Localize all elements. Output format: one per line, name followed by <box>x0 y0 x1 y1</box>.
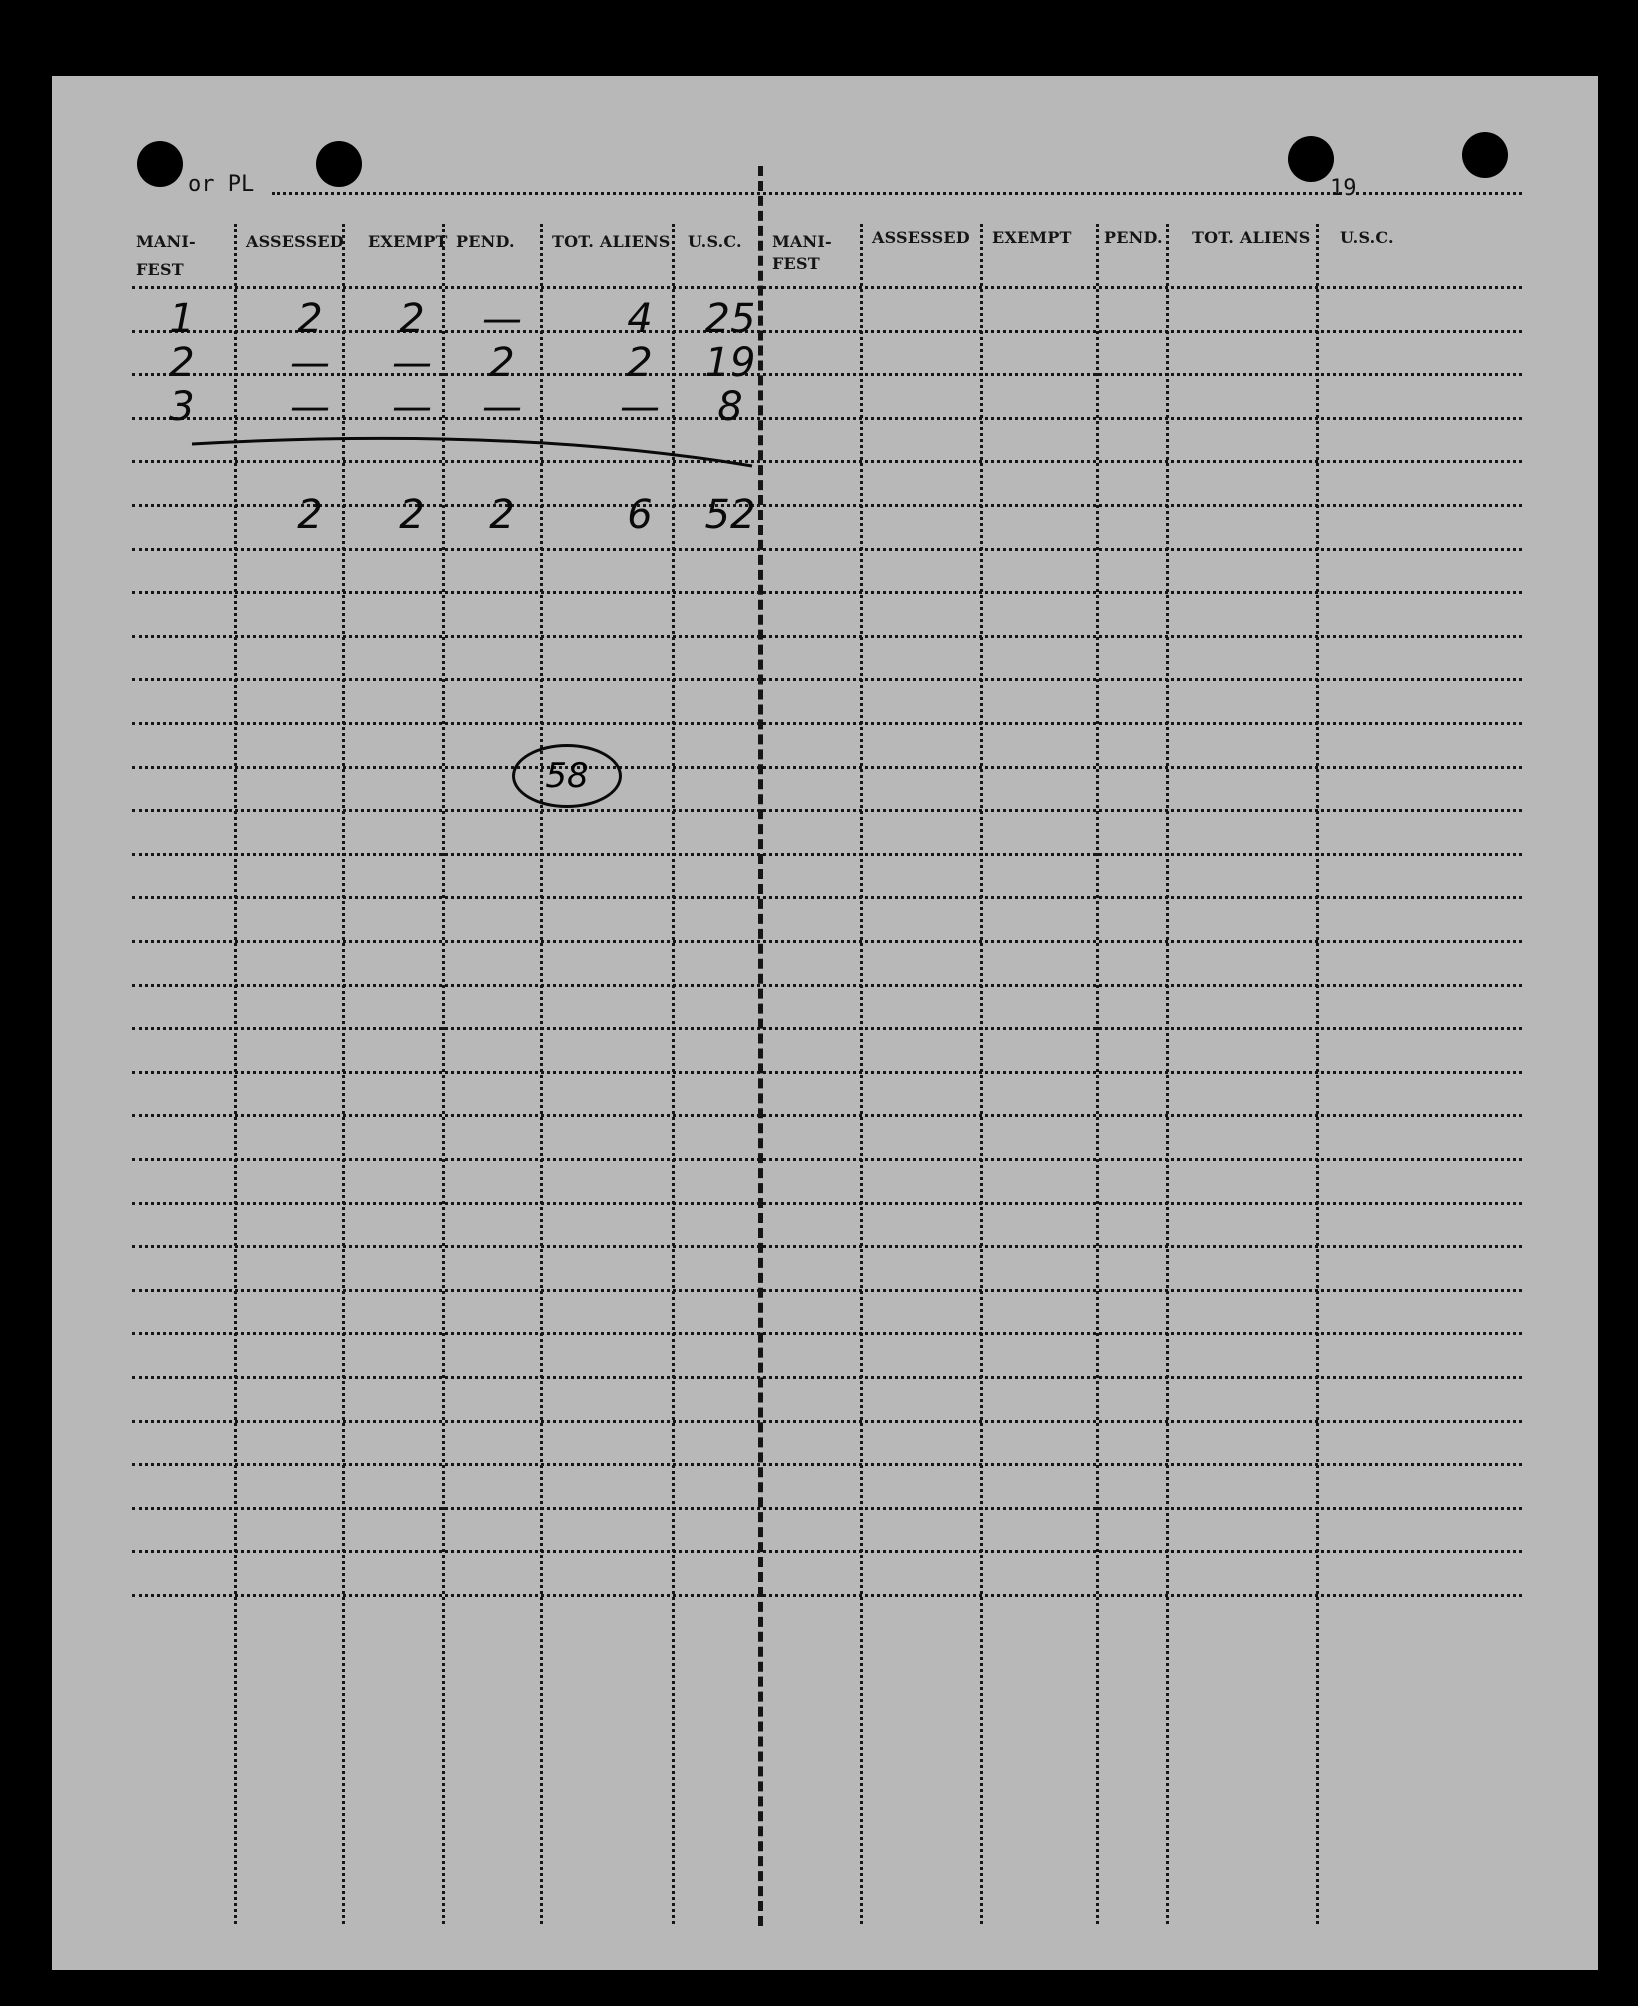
hdr-pend-right: PEND. <box>1104 228 1163 247</box>
hdr-manifest-2: FEST <box>136 260 184 279</box>
year-label: 19 <box>1330 176 1357 201</box>
entry-usc: 19 <box>704 340 756 386</box>
entry-tot-aliens: 2 <box>627 340 653 386</box>
entry-tot-aliens: — <box>620 384 660 430</box>
total-usc: 52 <box>704 492 756 538</box>
entry-tot-aliens: 4 <box>627 296 653 342</box>
entry-assessed: — <box>290 384 330 430</box>
entry-pend: — <box>482 384 522 430</box>
entry-exempt: — <box>392 340 432 386</box>
hdr-manifest: MANI- <box>136 232 196 251</box>
entry-manifest: 2 <box>169 340 195 386</box>
hdr-pend: PEND. <box>456 232 515 251</box>
form-prefix: or PL <box>188 172 255 197</box>
entry-assessed: 2 <box>297 296 323 342</box>
hdr-exempt: EXEMPT <box>368 232 448 251</box>
entry-exempt: 2 <box>399 296 425 342</box>
entry-manifest: 1 <box>169 296 195 342</box>
entry-usc: 8 <box>717 384 743 430</box>
hdr-tot-aliens: TOT. ALIENS <box>552 232 671 251</box>
hdr-manifest-right: MANI- <box>772 232 832 251</box>
hdr-usc-right: U.S.C. <box>1340 228 1394 247</box>
circled-total-value: 58 <box>545 756 589 796</box>
hdr-tot-aliens-right: TOT. ALIENS <box>1192 228 1311 247</box>
form-sheet <box>52 76 1598 1970</box>
hdr-exempt-right: EXEMPT <box>992 228 1072 247</box>
entry-assessed: — <box>290 340 330 386</box>
total-exempt: 2 <box>399 492 425 538</box>
entry-manifest: 3 <box>169 384 195 430</box>
hdr-assessed-right: ASSESSED <box>872 228 970 247</box>
total-assessed: 2 <box>297 492 323 538</box>
entry-pend: — <box>482 296 522 342</box>
hdr-manifest-right-2: FEST <box>772 254 820 273</box>
entry-usc: 25 <box>704 296 756 342</box>
total-pend: 2 <box>489 492 515 538</box>
hdr-assessed: ASSESSED <box>246 232 344 251</box>
entry-exempt: — <box>392 384 432 430</box>
hdr-usc: U.S.C. <box>688 232 742 251</box>
total-underline <box>52 76 1598 1970</box>
entry-pend: 2 <box>489 340 515 386</box>
total-tot-aliens: 6 <box>627 492 653 538</box>
circled-total <box>512 744 622 808</box>
